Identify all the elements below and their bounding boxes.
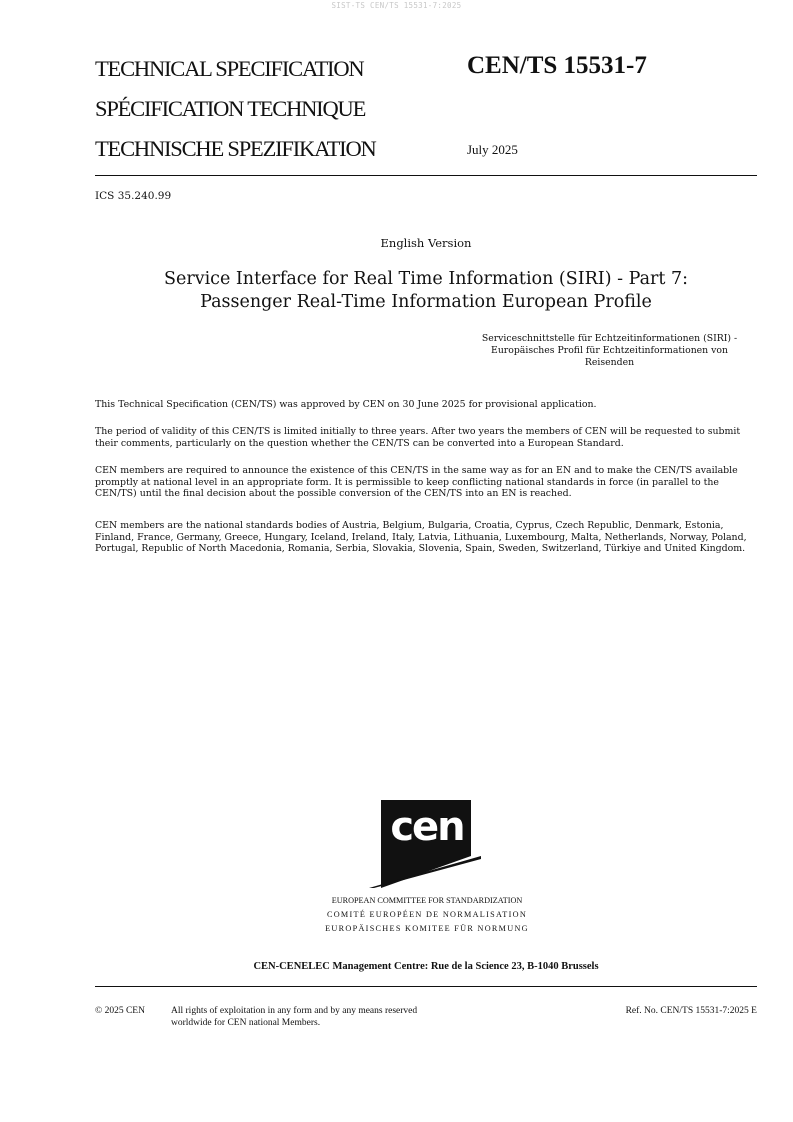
title-english: TECHNICAL SPECIFICATION <box>95 56 364 81</box>
approval-paragraph: This Technical Specification (CEN/TS) was approved by CEN on 30 June 2025 for provisional application. <box>95 399 597 410</box>
reference-number: Ref. No. CEN/TS 15531-7:2025 E <box>625 1006 757 1016</box>
ics-code: ICS 35.240.99 <box>95 190 172 202</box>
document-title-line-2: Passenger Real-Time Information European Profile <box>200 292 652 312</box>
document-reference: CEN/TS 15531-7 <box>467 52 647 79</box>
german-title-line-1: Serviceschnittstelle für Echtzeitinformationen (SIRI) - <box>481 333 738 344</box>
management-centre-address: CEN-CENELEC Management Centre: Rue de la Science 23, B-1040 Brussels <box>253 961 599 972</box>
cen-logo-text: cen <box>390 804 464 850</box>
footer-rule <box>95 986 757 987</box>
german-title <box>462 333 757 370</box>
rights-line-2: worldwide for CEN national Members. <box>171 1018 321 1028</box>
header-rule <box>95 175 757 176</box>
document-title-line-1: Service Interface for Real Time Information (SIRI) - Part 7: <box>163 269 689 289</box>
members-list-paragraph: CEN members are the national standards bodies of Austria, Belgium, Bulgaria, Croatia, Cyprus, Czech Republic, Denmark, Estonia, Finland, France, Germany, Greece, Hungary, Iceland, Ireland, Italy, Latvia, Lithuania, Luxembourg, Malta, Netherlands, Norway, Poland, Portugal, Republic of North Macedonia, Romania, Serbia, Slovakia, Slovenia, Spain, Sweden, Switzerland, Türkiye and United Kingdom. <box>95 520 747 555</box>
organization-german: EUROPÄISCHES KOMITEE FÜR NORMUNG <box>325 924 529 933</box>
watermark: SIST-TS CEN/TS 15531-7:2025 <box>331 1 462 10</box>
title-german: TECHNISCHE SPEZIFIKATION <box>95 136 376 161</box>
cen-logo-icon <box>369 798 485 890</box>
members-obligation-paragraph: CEN members are required to announce the existence of this CEN/TS in the same way as for an EN and to make the CEN/TS available promptly at national level in an appropriate form. It is permissible to keep conflicting national standards in force (in parallel to the CEN/TS) until the final decision about the possible conversion of the CEN/TS into an EN is reached. <box>95 465 738 500</box>
rights-line-1: All rights of exploitation in any form and by any means reserved <box>171 1006 418 1016</box>
rights-statement <box>171 1005 417 1029</box>
cen-logo-graphic <box>369 798 485 890</box>
german-title-line-2: Europäisches Profil für Echtzeitinformationen von <box>491 345 728 357</box>
validity-paragraph: The period of validity of this CEN/TS is limited initially to three years. After two years the members of CEN will be requested to submit their comments, particularly on the question whether the CEN/TS can be converted into a European Standard. <box>95 426 741 449</box>
copyright: © 2025 CEN <box>95 1006 145 1016</box>
language-version: English Version <box>380 236 472 250</box>
publication-date: July 2025 <box>467 142 518 157</box>
german-title-line-3: Reisenden <box>584 357 635 369</box>
document-title <box>95 268 757 314</box>
organization-french: COMITÉ EUROPÉEN DE NORMALISATION <box>326 910 528 919</box>
organization-english: EUROPEAN COMMITTEE FOR STANDARDIZATION <box>331 896 523 905</box>
title-french: SPÉCIFICATION TECHNIQUE <box>95 96 366 121</box>
